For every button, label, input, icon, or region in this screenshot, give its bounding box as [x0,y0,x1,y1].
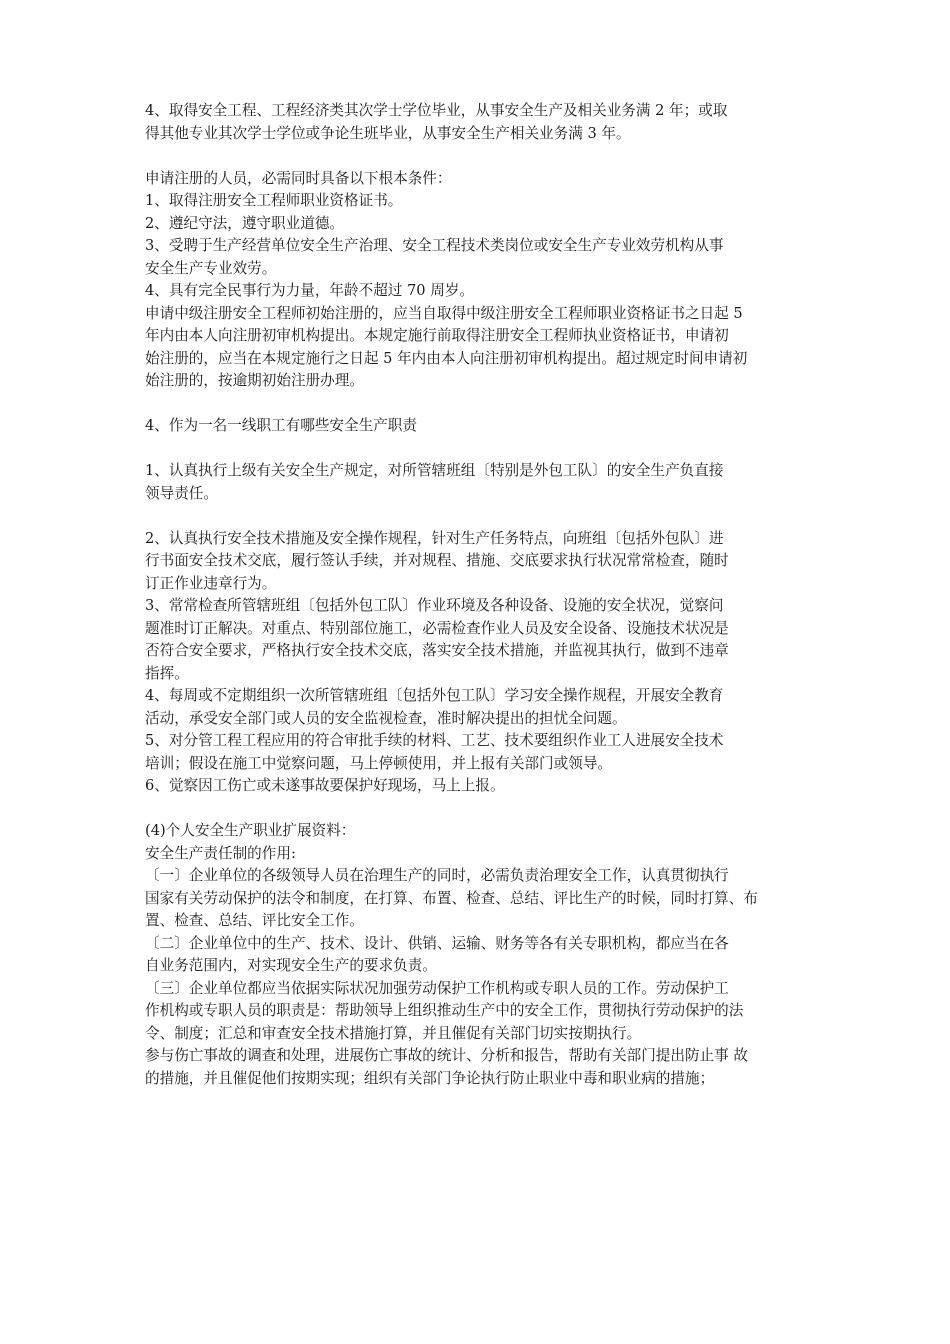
text-line: 指挥。 [145,664,189,682]
text-line: 2、认真执行安全技术措施及安全操作规程，针对生产任务特点，向班组〔包括外包队〕进 [145,529,724,547]
text-line: 否符合安全要求，严格执行安全技术交底，落实安全技术措施，并监视其执行，做到不违章 [145,642,729,659]
text-line: 〔一〕企业单位的各级领导人员在治理生产的同时，必需负责治理安全工作，认真贯彻执行 [145,867,729,884]
section-heading: 4、作为一名一线职工有哪些安全生产职责 [145,417,417,434]
text-line: 〔二〕企业单位中的生产、技术、设计、供销、运输、财务等各有关专职机构，都应当在各 [145,934,729,952]
section-heading: (4)个人安全生产职业扩展资料： [145,822,356,839]
text-line: 始注册的，应当在本规定施行之日起 5 年内由本人向注册初审机构提出。超过规定时间申请初 [145,349,748,367]
text-line: 申请中级注册安全工程师初始注册的，应当自取得中级注册安全工程师职业资格证书之日起 5 [145,304,743,322]
text-line: 3、常常检查所管辖班组〔包括外包工队〕作业环境及各种设备、设施的安全状况，觉察问 [145,597,724,614]
text-line: 2、遵纪守法，遵守职业道德。 [145,214,345,232]
text-line: 自业务范围内，对实现安全生产的要求负责。 [145,957,437,974]
text-line: 〔三〕企业单位都应当依据实际状况加强劳动保护工作机构或专职人员的工作。劳动保护工 [145,979,729,997]
paragraph-gap [145,438,825,461]
text-line: 4、每周或不定期组织一次所管辖班组〔包括外包工队〕学习安全操作规程，开展安全教育 [145,687,724,704]
text-line: 题准时订正解决。对重点、特别部位施工，必需检查作业人员及安全设备、设施技术状况是 [145,619,729,637]
text-line: 3、受聘于生产经营单位安全生产治理、安全工程技术类岗位或安全生产专业效劳机构从事 [145,237,724,254]
paragraph-gap [145,145,825,168]
text-line: 的措施，并且催促他们按期实现；组织有关部门争论执行防止职业中毒和职业病的措施； [145,1069,715,1087]
paragraph-gap [145,393,825,416]
text-line: 始注册的，按逾期初始注册办理。 [145,372,364,389]
text-line: 4、取得安全工程、工程经济类其次学士学位毕业，从事安全生产及相关业务满 2 年；或取 [145,102,728,119]
text-line: 订正作业违章行为。 [145,574,277,592]
document-page [145,100,825,1090]
text-line: 1、认真执行上级有关安全生产规定，对所管辖班组〔特别是外包工队〕的安全生产负直接 [145,462,724,479]
text-line: 6、觉察因工伤亡或未遂事故要保护好现场，马上上报。 [145,777,505,794]
text-line: 申请注册的人员，必需同时具备以下根本条件： [145,169,452,187]
text-line: 5、对分管工程工程应用的符合审批手续的材料、工艺、技术要组织作业工人进展安全技术 [145,732,724,749]
text-line: 参与伤亡事故的调查和处理，进展伤亡事故的统计、分析和报告，帮助有关部门提出防止事 故 [145,1047,748,1064]
text-line: 活动，承受安全部门或人员的安全监视检查，准时解决提出的担忧全问题。 [145,709,627,727]
text-line: 得其他专业其次学士学位或争论生班毕业，从事安全生产相关业务满 3 年。 [145,124,631,142]
paragraph-gap [145,505,825,528]
paragraph-gap [145,798,825,821]
text-line: 1、取得注册安全工程师职业资格证书。 [145,192,403,209]
text-line: 国家有关劳动保护的法令和制度，在打算、布置、检查、总结、评比生产的时候，同时打算、布 [145,889,758,907]
text-line: 领导责任。 [145,484,218,502]
text-line: 培训；假设在施工中觉察问题，马上停顿使用，并上报有关部门或领导。 [145,754,613,772]
text-line: 作机构或专职人员的职责是：帮助领导上组织推动生产中的安全工作，贯彻执行劳动保护的法 [145,1002,744,1019]
text-line: 置、检查、总结、评比安全工作。 [145,912,364,929]
text-line: 4、具有完全民事行为力量，年龄不超过 70 周岁。 [145,282,475,299]
text-line: 年内由本人向注册初审机构提出。本规定施行前取得注册安全工程师执业资格证书，申请初 [145,327,729,344]
text-line: 安全生产专业效劳。 [145,259,277,277]
text-line: 行书面安全技术交底，履行签认手续，并对规程、措施、交底要求执行状况常常检查，随时 [145,552,729,569]
text-line: 安全生产责任制的作用: [145,844,296,862]
text-line: 令、制度；汇总和审查安全技术措施打算，并且催促有关部门切实按期执行。 [145,1024,642,1042]
